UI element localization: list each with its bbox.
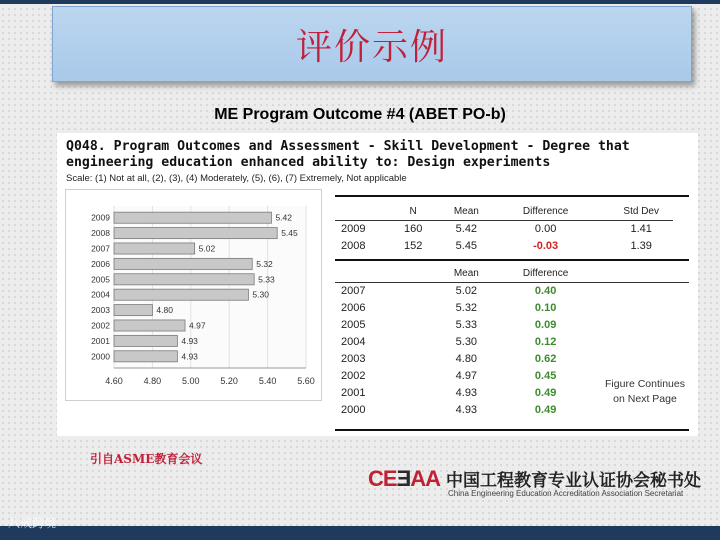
category-label: 2000 <box>91 351 110 362</box>
row-n-blank <box>391 367 434 384</box>
row-difference: 0.10 <box>534 301 557 314</box>
data-label: 5.33 <box>258 274 275 285</box>
category-label: 2005 <box>91 274 110 285</box>
bar <box>114 305 152 316</box>
category-label: 2004 <box>91 289 110 300</box>
header-mean: Mean <box>453 267 479 279</box>
row-year: 2004 <box>341 335 366 348</box>
header-difference: Difference <box>522 267 569 279</box>
row-blank <box>593 333 689 350</box>
table-row <box>335 237 689 254</box>
table-row <box>335 316 689 333</box>
row-year: 2009 <box>341 222 366 235</box>
data-label: 4.93 <box>181 335 198 346</box>
title-banner <box>52 6 692 82</box>
row-blank <box>593 316 689 333</box>
row-n-blank <box>391 384 434 401</box>
table-row <box>335 299 689 316</box>
row-year: 2007 <box>341 284 366 297</box>
data-label: 5.45 <box>281 228 298 239</box>
logo-mark-mid: Ǝ <box>396 466 411 491</box>
header-year <box>335 264 391 282</box>
row-std-dev: 1.39 <box>630 239 652 252</box>
continuation-note <box>597 377 693 407</box>
category-label: 2006 <box>91 258 110 269</box>
table-bottom-rule <box>335 429 689 431</box>
bottom-strip <box>0 526 720 540</box>
row-mean: 5.33 <box>455 318 478 331</box>
bar <box>114 351 177 362</box>
row-mean: 4.97 <box>455 369 478 382</box>
data-label: 4.80 <box>156 305 173 316</box>
row-blank <box>593 350 689 367</box>
row-difference: 0.12 <box>534 335 557 348</box>
header-n <box>391 264 434 282</box>
row-blank <box>593 282 689 299</box>
logo-mark-left: CE <box>368 466 397 491</box>
row-blank <box>593 299 689 316</box>
category-label: 2001 <box>91 335 110 346</box>
row-year: 2000 <box>341 403 366 416</box>
row-n-blank <box>391 316 434 333</box>
citation: 引自ASME教育会议 <box>90 452 203 466</box>
row-difference: 0.45 <box>534 369 557 382</box>
row-difference: 0.49 <box>534 386 557 399</box>
scale-text: Scale: (1) Not at all, (2), (3), (4) Moderately, (5), (6), (7) Extremely, Not applicable <box>66 173 407 184</box>
ceeaa-logo-mark <box>368 466 440 492</box>
header-year <box>335 202 391 220</box>
row-year: 2003 <box>341 352 366 365</box>
note-line: on Next Page <box>613 393 677 405</box>
row-std-dev: 1.41 <box>630 222 652 235</box>
row-n-blank <box>391 282 434 299</box>
row-n-blank <box>391 401 434 418</box>
row-n-blank <box>391 350 434 367</box>
row-year: 2005 <box>341 318 366 331</box>
top-strip <box>0 0 720 4</box>
watermark: 八戒跨境 <box>8 516 57 530</box>
row-n-blank <box>391 333 434 350</box>
history-header-rule <box>335 282 689 283</box>
data-label: 5.02 <box>198 243 216 254</box>
row-mean: 4.93 <box>455 403 478 416</box>
category-label: 2008 <box>91 228 110 239</box>
row-mean: 5.45 <box>455 239 478 252</box>
data-label: 4.97 <box>189 320 206 331</box>
question-title: Q048. Program Outcomes and Assessment - Skill Development - Degree that engineering education enhanced ability to: Design experiments <box>66 139 630 170</box>
x-tick-label: 5.40 <box>258 376 277 386</box>
header-difference: Difference <box>522 205 569 217</box>
row-mean: 5.42 <box>455 222 478 235</box>
row-difference: 0.62 <box>534 352 557 365</box>
table-row <box>335 282 689 299</box>
bar <box>114 289 248 300</box>
bar <box>114 228 277 239</box>
x-tick-label: 5.20 <box>220 376 238 386</box>
row-year: 2006 <box>341 301 366 314</box>
row-difference: 0.40 <box>534 284 557 297</box>
row-difference: 0.00 <box>534 222 557 235</box>
bar-chart-svg <box>66 190 323 402</box>
logo-name-en: China Engineering Education Accreditation Association Secretariat <box>448 489 684 498</box>
bar <box>114 320 185 331</box>
table-row <box>335 350 689 367</box>
row-mean: 5.02 <box>455 284 478 297</box>
x-tick-label: 4.60 <box>105 376 123 386</box>
bar <box>114 212 271 223</box>
header-std-dev: Std Dev <box>623 205 659 217</box>
note-line: Figure Continues <box>605 378 685 390</box>
bar <box>114 258 252 269</box>
row-n: 152 <box>403 239 423 252</box>
x-tick-label: 5.60 <box>297 376 315 386</box>
bar <box>114 335 177 346</box>
logo-name-cn: 中国工程教育专业认证协会秘书处 <box>446 471 701 491</box>
data-label: 5.42 <box>275 212 292 223</box>
row-mean: 4.93 <box>455 386 478 399</box>
category-label: 2007 <box>91 243 110 254</box>
recent-table <box>335 202 689 254</box>
history-top-rule <box>335 259 689 261</box>
header-rule <box>335 220 673 221</box>
slide-title: 评价示例 <box>295 26 448 68</box>
row-difference: 0.09 <box>534 318 557 331</box>
row-difference: 0.49 <box>534 403 557 416</box>
x-tick-label: 4.80 <box>143 376 162 386</box>
row-difference: -0.03 <box>533 239 559 252</box>
row-mean: 4.80 <box>455 352 478 365</box>
row-n-blank <box>391 299 434 316</box>
header-mean: Mean <box>453 205 479 217</box>
bar-chart <box>65 189 322 401</box>
category-label: 2009 <box>91 212 110 223</box>
header-n: N <box>409 205 417 217</box>
row-mean: 5.32 <box>455 301 478 314</box>
bar <box>114 243 195 254</box>
x-tick-label: 5.00 <box>182 376 200 386</box>
category-label: 2002 <box>91 320 110 331</box>
table-row <box>335 333 689 350</box>
row-year: 2001 <box>341 386 366 399</box>
row-year: 2002 <box>341 369 366 382</box>
header-blank <box>593 264 689 282</box>
report-panel <box>57 133 698 436</box>
data-label: 5.32 <box>256 258 273 269</box>
row-year: 2008 <box>341 239 366 252</box>
slide-subtitle: ME Program Outcome #4 (ABET PO-b) <box>214 106 506 123</box>
logo-mark-right: AA <box>410 466 441 491</box>
table-header-row <box>335 264 689 282</box>
row-mean: 5.30 <box>455 335 478 348</box>
category-label: 2003 <box>91 305 110 316</box>
ceeaa-logo <box>368 466 708 500</box>
data-label: 5.30 <box>252 289 269 300</box>
table-row <box>335 220 689 237</box>
row-n: 160 <box>403 222 423 235</box>
table-header-row <box>335 202 689 220</box>
data-label: 4.93 <box>181 351 198 362</box>
bar <box>114 274 254 285</box>
table-top-rule <box>335 195 689 197</box>
